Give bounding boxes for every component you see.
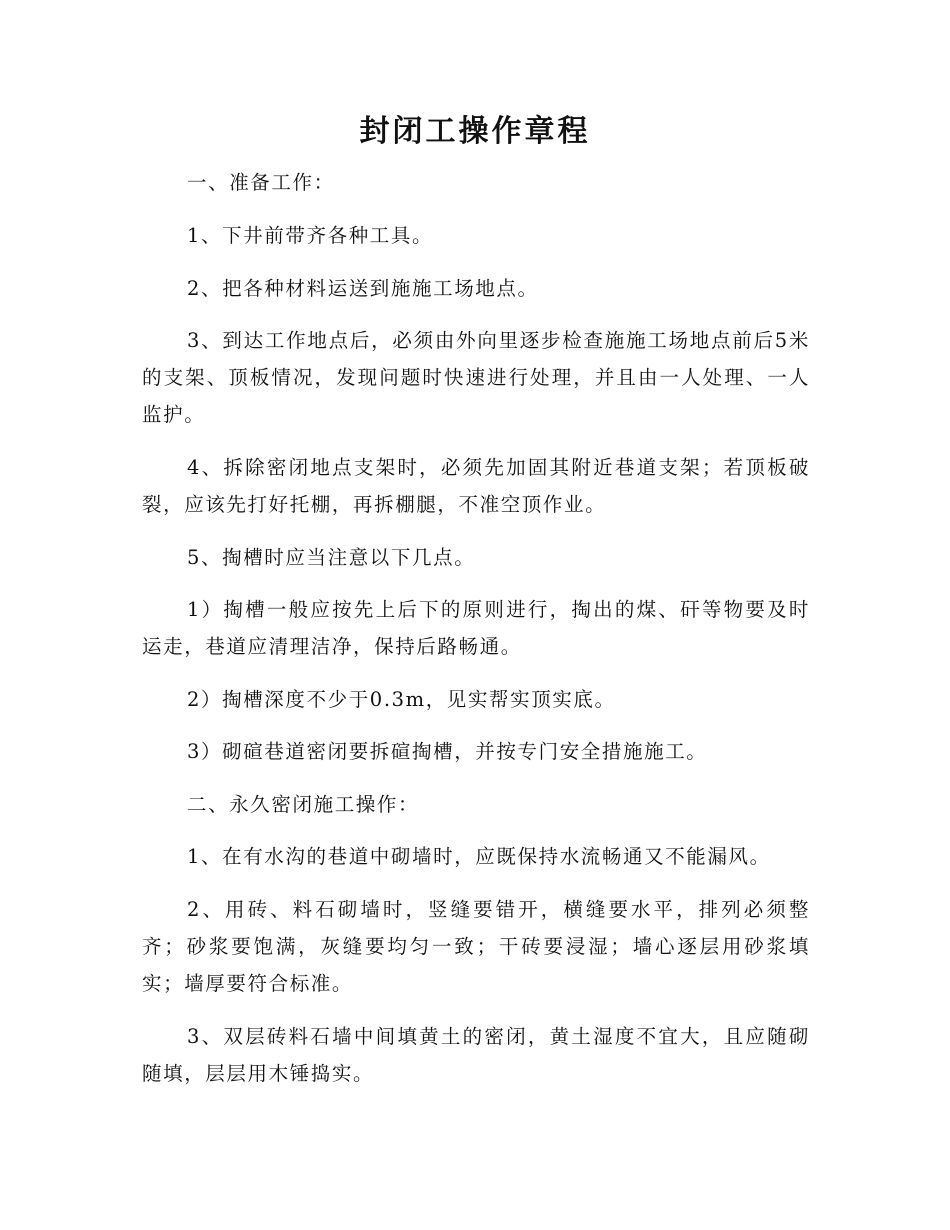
paragraph: 3）砌碹巷道密闭要拆碹掏槽，并按专门安全措施施工。 bbox=[187, 740, 708, 763]
paragraph: 3、双层砖料石墙中间填黄土的密闭，黄土湿度不宜大，且应随砌随填，层层用木锤捣实。 bbox=[142, 1025, 810, 1085]
section-heading-preparation: 一、准备工作： bbox=[187, 171, 335, 194]
paragraph: 2、把各种材料运送到施施工场地点。 bbox=[187, 277, 539, 300]
section-heading-permanent-seal: 二、永久密闭施工操作： bbox=[187, 793, 420, 816]
paragraph: 1、在有水沟的巷道中砌墙时，应既保持水流畅通又不能漏风。 bbox=[187, 845, 771, 868]
paragraph: 2）掏槽深度不少于0.3m，见实帮实顶实底。 bbox=[187, 688, 616, 711]
paragraph: 4、拆除密闭地点支架时，必须先加固其附近巷道支架；若顶板破裂，应该先打好托棚，再拆棚腿，不准空顶作业。 bbox=[142, 456, 810, 516]
paragraph: 1、下井前带齐各种工具。 bbox=[187, 224, 434, 247]
paragraph: 1）掏槽一般应按先上后下的原则进行，掏出的煤、矸等物要及时运走，巷道应清理洁净，保持后路畅通。 bbox=[142, 598, 810, 658]
paragraph: 5、掏槽时应当注意以下几点。 bbox=[187, 546, 476, 569]
document-title: 封闭工操作章程 bbox=[359, 114, 591, 149]
paragraph: 3、到达工作地点后，必须由外向里逐步检查施施工场地点前后5米的支架、顶板情况，发现问题时快速进行处理，并且由一人处理、一人监护。 bbox=[142, 329, 810, 426]
paragraph: 2、用砖、料石砌墙时，竖缝要错开，横缝要水平，排列必须整齐；砂浆要饱满，灰缝要均匀一致；干砖要浸湿；墙心逐层用砂浆填实；墙厚要符合标准。 bbox=[142, 898, 810, 995]
